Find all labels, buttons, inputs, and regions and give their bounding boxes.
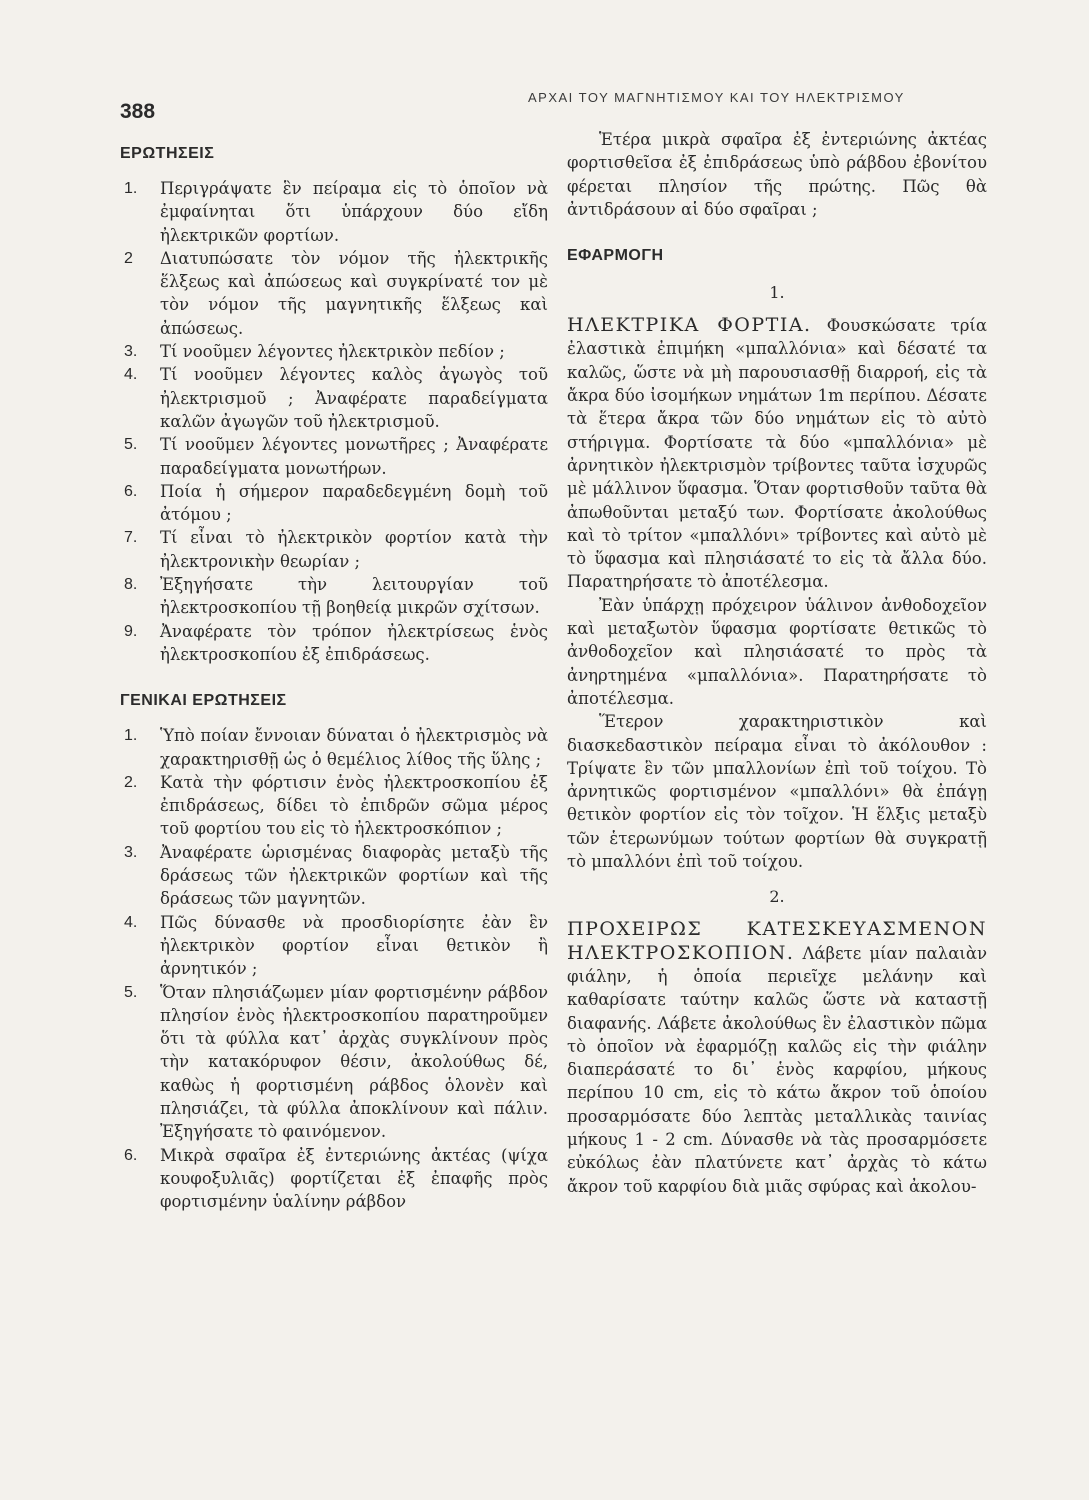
general-question-item — [120, 981, 548, 1144]
question-item-number: 9. — [124, 622, 138, 640]
question-item-number: 2 — [124, 249, 133, 267]
question-item-text: Τί νοοῦμεν λέγοντες καλὸς ἀγωγὸς τοῦ ἠλεκτρισμοῦ ; Ἀναφέρατε παραδείγματα καλῶν ἀγωγῶν τοῦ ἠλεκτρισμοῦ. — [160, 365, 548, 431]
question-item-number: 1. — [124, 180, 138, 197]
section-1-number: 1. — [769, 283, 785, 303]
general-question-item — [120, 841, 548, 911]
questions-list — [120, 177, 548, 666]
general-question-item-number: 6. — [124, 1146, 138, 1164]
general-question-item-number: 1. — [124, 727, 138, 745]
question-item-number: 7. — [124, 529, 138, 547]
question-item — [120, 480, 548, 527]
general-question-item — [120, 771, 548, 841]
question-item — [120, 433, 548, 480]
section-2-title: ΠΡΟΧΕΙΡΩΣ ΚΑΤΕΣΚΕΥΑΣΜΕΝΟΝ ΗΛΕΚΤΡΟΣΚΟΠΙΟΝ. — [567, 918, 987, 964]
question-item-text: Ἐξηγήσατε τὴν λειτουργίαν τοῦ ἠλεκτροσκοπίου τῇ βοηθείᾳ μικρῶν σχίτσων. — [160, 575, 548, 618]
question-item-number: 8. — [124, 576, 138, 594]
general-questions-heading: ΓΕΝΙΚΑΙ ΕΡΩΤΗΣΕΙΣ — [120, 692, 287, 710]
general-question-item-text: Ὑπὸ ποίαν ἔννοιαν δύναται ὁ ἠλεκτρισμὸς νὰ χαρακτηρισθῇ ὡς ὁ θεμέλιος λίθος τῆς ὕλης ; — [160, 726, 548, 769]
general-question-item-text: Ὅταν πλησιάζωμεν μίαν φορτισμένην ράβδον πλησίον ἑνὸς ἠλεκτροσκοπίου παρατηροῦμεν ὅτι τὰ φύλλα κατ᾽ ἀρχὰς συγκλίνουν πρὸς τὴν κατακόρυφον θέσιν, ἀκολούθως δέ, καθὼς ἡ φορτισμένη ράβδος ὁλονὲν καὶ πλησιάζει, τὰ φύλλα ἀποκλίνουν καὶ πάλιν. Ἐξηγήσατε τὸ φαινόμενον. — [160, 982, 548, 1142]
general-question-item-text: Πῶς δύνασθε νὰ προσδιορίσητε ἐὰν ἓν ἠλεκτρικὸν φορτίον εἶναι θετικὸν ἢ ἀρνητικόν ; — [160, 912, 548, 979]
general-question-item — [120, 724, 548, 771]
question-item-number: 5. — [124, 436, 138, 454]
question-item — [120, 247, 548, 340]
section-1-paragraph-3: Ἕτερον χαρακτηριστικὸν καὶ διασκεδαστικὸν πείραμα εἶναι τὸ ἀκόλουθον : Τρίψατε ἓν τῶν μπαλλονίων ἐπὶ τοῦ τοίχου. Τὸ ἀρνητικῶς φορτισμένον «μπαλλόνι» θὰ ἐπάγῃ θετικὸν φορτίον εἰς τὸν τοῖχον. Ἡ ἕλξις μεταξὺ τῶν ἑτερωνύμων τούτων φορτίων θὰ συγκρατῇ τὸ μπαλλόνι ἐπὶ τοῦ τοίχου. — [567, 712, 987, 872]
right-column — [567, 128, 987, 1198]
question-item-text: Περιγράψατε ἓν πείραμα εἰς τὸ ὁποῖον νὰ ἐμφαίνηται ὅτι ὑπάρχουν δύο εἴδη ἠλεκτρικῶν φορτίων. — [160, 179, 548, 245]
running-title: ΑΡΧΑΙ ΤΟΥ ΜΑΓΝΗΤΙΣΜΟΥ ΚΑΙ ΤΟΥ ΗΛΕΚΤΡΙΣΜΟΥ — [528, 90, 905, 105]
application-heading: ΕΦΑΡΜΟΓΗ — [567, 247, 664, 265]
question-item — [120, 526, 548, 573]
general-question-item-text: Ἀναφέρατε ὡρισμένας διαφορὰς μεταξὺ τῆς δράσεως τῶν ἠλεκτρικῶν φορτίων καὶ τῆς δράσεως τῶν μαγνητῶν. — [160, 842, 548, 909]
general-question-item — [120, 1144, 548, 1214]
question-item-text: Τί νοοῦμεν λέγοντες μονωτῆρες ; Ἀναφέρατε παραδείγματα μονωτήρων. — [160, 435, 548, 478]
question-item-text: Διατυπώσατε τὸν νόμον τῆς ἠλεκτρικῆς ἕλξεως καὶ ἀπώσεως καὶ συγκρίνατέ τον μὲ τὸν νόμον τῆς μαγνητικῆς ἕλξεως καὶ ἀπώσεως. — [160, 248, 548, 338]
general-question-item-text: Μικρὰ σφαῖρα ἐξ ἐντεριώνης ἀκτέας (ψίχα κουφοξυλιᾶς) φορτίζεται ἐξ ἐπαφῆς πρὸς φορτισμένην ὑαλίνην ράβδον — [160, 1145, 548, 1212]
section-1-text: Φουσκώσατε τρία ἐλαστικὰ ἐπιμήκη «μπαλλόνια» καὶ δέσατέ τα καλῶς, ὥστε νὰ μὴ παρουσιασθῇ διαρροή, εἰς τὰ ἄκρα δύο ἰσομήκων νημάτων 1m περίπου. Δέσατε τὰ ἕτερα ἄκρα τῶν δύο νημάτων εἰς τὸ αὐτὸ στήριγμα. Φορτίσατε τὰ δύο «μπαλλόνια» μὲ ἀρνητικὸν ἠλεκτρισμὸν τρίβοντες ταῦτα ἰσχυρῶς μὲ μάλλινον ὕφασμα. Ὅταν φορτισθοῦν ταῦτα θὰ ἀπωθοῦνται μεταξύ των. Φορτίσατε ἀκολούθως καὶ τὸ τρίτον «μπαλλόνι» τρίβοντες καὶ αὐτὸ μὲ τὸ ὕφασμα καὶ πλησιάσατέ το εἰς τὰ ἄλλα δύο. Παρατηρήσατε τὸ ἀποτέλεσμα. — [567, 316, 988, 592]
question-item-number: 3. — [124, 343, 138, 361]
general-question-item — [120, 911, 548, 981]
question-item — [120, 620, 548, 667]
section-1-paragraph-2: Ἐὰν ὑπάρχῃ πρόχειρον ὑάλινον ἀνθοδοχεῖον καὶ μεταξωτὸν ὕφασμα φορτίσατε θετικῶς τὸ ἀνθοδοχεῖον καὶ πλησιάσατέ το πρὸς τὰ ἀνηρτημένα «μπαλλόνια». Παρατηρήσατε τὸ ἀποτέλεσμα. — [567, 595, 987, 708]
question-item — [120, 573, 548, 620]
question-item-number: 4. — [124, 366, 138, 384]
general-question-item-number: 5. — [124, 983, 138, 1001]
question-item-text: Τί εἶναι τὸ ἠλεκτρικὸν φορτίον κατὰ τὴν ἠλεκτρονικὴν θεωρίαν ; — [160, 528, 548, 571]
general-question-item-text: Κατὰ τὴν φόρτισιν ἑνὸς ἠλεκτροσκοπίου ἐξ ἐπιδράσεως, δίδει τὸ ἐπιδρῶν σῶμα μέρος τοῦ φορτίου του εἰς τὸ ἠλεκτροσκόπιον ; — [160, 772, 548, 839]
general-question-item-number: 4. — [124, 913, 138, 931]
question-item-text: Τί νοοῦμεν λέγοντες ἠλεκτρικὸν πεδίον ; — [160, 342, 505, 362]
section-2-body — [567, 918, 987, 1198]
left-column — [120, 145, 548, 1213]
question-item — [120, 177, 548, 247]
question-item-text: Ποία ἡ σήμερον παραδεδεγμένη δομὴ τοῦ ἀτόμου ; — [160, 481, 548, 525]
section-1-body — [567, 314, 987, 594]
question-item-text: Ἀναφέρατε τὸν τρόπον ἠλεκτρίσεως ἑνὸς ἠλεκτροσκοπίου ἐξ ἐπιδράσεως. — [160, 621, 548, 664]
general-question-item-number: 3. — [124, 843, 138, 861]
continuation-paragraph: Ἑτέρα μικρὰ σφαῖρα ἐξ ἐντεριώνης ἀκτέας φορτισθεῖσα ἐξ ἐπιδράσεως ὑπὸ ράβδου ἐβονίτου φέρεται πλησίον τῆς πρώτης. Πῶς θὰ ἀντιδράσουν αἱ δύο σφαῖραι ; — [567, 130, 987, 219]
general-question-item-number: 2. — [124, 773, 138, 791]
general-questions-list — [120, 724, 548, 1213]
question-item — [120, 340, 548, 363]
question-item — [120, 363, 548, 433]
question-item-number: 6. — [124, 482, 138, 500]
questions-heading: ΕΡΩΤΗΣΕΙΣ — [120, 145, 215, 162]
page-number: 388 — [120, 100, 156, 123]
section-1-title: ΗΛΕΚΤΡΙΚΑ ΦΟΡΤΙΑ. — [567, 314, 812, 337]
section-2-text: Λάβετε μίαν παλαιὰν φιάλην, ἡ ὁποία περιεῖχε μελάνην καὶ καθαρίσατε ταύτην καλῶς ὥστε νὰ καταστῇ διαφανής. Λάβετε ἀκολούθως ἓν ἐλαστικὸν πῶμα τὸ ὁποῖον νὰ ἐφαρμόζῃ καλῶς εἰς τὴν φιάλην διαπεράσατέ το δι᾽ ἑνὸς καρφίου, μήκους περίπου 10 cm, εἰς τὸ κάτω ἄκρον τοῦ ὁποίου προσαρμόσατε δύο λεπτὰς μεταλλικὰς ταινίας μήκους 1 - 2 cm. Δύνασθε νὰ τὰς προσαρμόσετε εὐκόλως ἐὰν πλατύνετε κατ᾽ ἀρχὰς τὸ κάτω ἄκρον τοῦ καρφίου διὰ μιᾶς σφύρας καὶ ἀκολου- — [567, 943, 988, 1196]
section-2-number: 2. — [769, 887, 785, 907]
